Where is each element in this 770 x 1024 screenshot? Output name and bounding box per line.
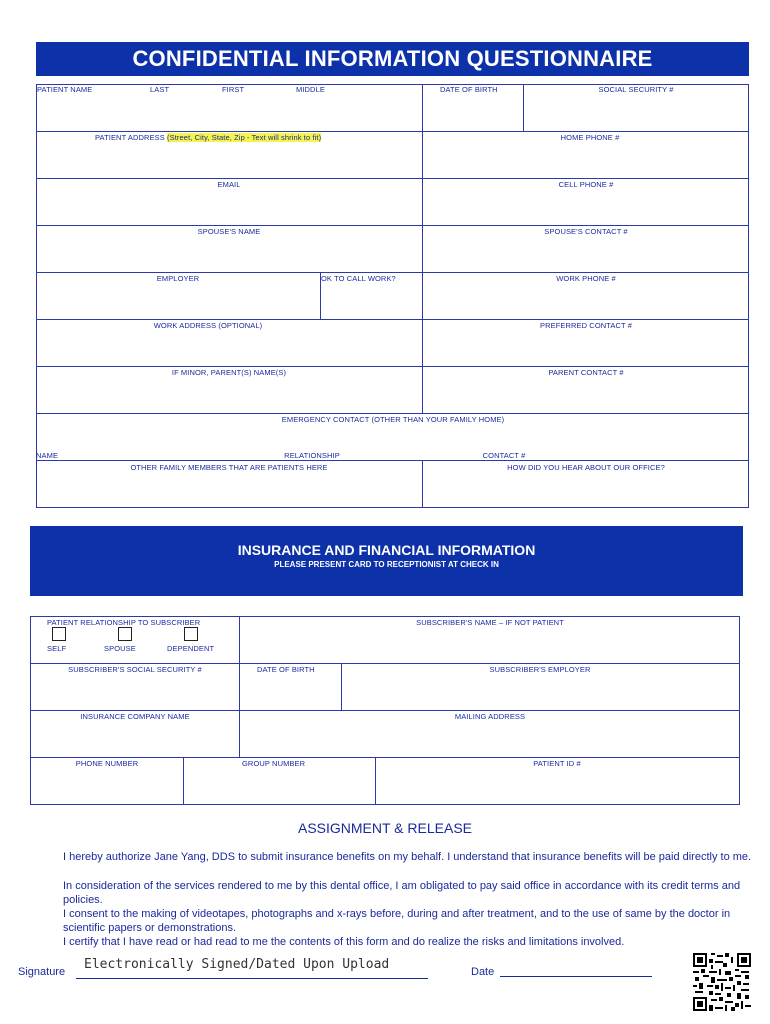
spouse-label: SPOUSE [104,644,136,653]
form-title: CONFIDENTIAL INFORMATION QUESTIONNAIRE [36,42,749,76]
address-hint: (Street, City, State, Zip - Text will shrink to fit) [167,133,322,142]
ssn-label: SOCIAL SECURITY # [598,85,674,94]
relationship-to-subscriber-label: PATIENT RELATIONSHIP TO SUBSCRIBER [47,618,201,627]
cell-phone-label: CELL PHONE # [558,180,614,189]
assignment-title: ASSIGNMENT & RELEASE [297,820,472,836]
middle-name-label: MIDDLE [296,85,325,94]
mailing-address-label: MAILING ADDRESS [454,712,526,721]
employer-label: EMPLOYER [156,274,200,283]
certification-paragraph: I certify that I have read or had read to me the contents of this form and do realize the risks and limitations involved. [63,936,625,948]
emergency-contact-number-label: CONTACT # [482,451,526,460]
parent-contact-label: PARENT CONTACT # [548,368,624,377]
parent-names-label: IF MINOR, PARENT(S) NAME(S) [171,368,287,377]
work-phone-label: WORK PHONE # [556,274,616,283]
patient-id-label: PATIENT ID # [533,759,581,768]
spouse-contact-label: SPOUSE'S CONTACT # [544,227,628,236]
self-label: SELF [47,644,67,653]
signature-label: Signature [18,966,66,978]
dob-label: DATE OF BIRTH [440,85,498,94]
date-line[interactable] [500,976,652,977]
first-name-label: FIRST [222,85,245,94]
last-name-label: LAST [150,85,170,94]
insurance-company-label: INSURANCE COMPANY NAME [80,712,190,721]
emergency-relationship-label: RELATIONSHIP [284,451,340,460]
signature-value[interactable]: Electronically Signed/Dated Upon Upload [84,957,390,972]
spouse-checkbox[interactable] [118,627,132,641]
ok-to-call-work-label: OK TO CALL WORK? [321,274,396,283]
preferred-contact-label: PREFERRED CONTACT # [539,321,633,330]
subscriber-name-label: SUBSCRIBER'S NAME – IF NOT PATIENT [416,618,564,627]
email-label: EMAIL [217,180,241,189]
dependent-checkbox[interactable] [184,627,198,641]
subscriber-employer-label: SUBSCRIBER'S EMPLOYER [489,665,591,674]
consent-paragraph: I consent to the making of videotapes, photographs and x-rays before, during and after treatment, and to the use of same by the doctor in scientific papers or demonstrations. [63,908,731,934]
qr-code-icon [693,953,751,1011]
address-label: PATIENT ADDRESS (Street, City, State, Zip - Text will shrink to fit) [95,133,322,142]
emergency-name-label: NAME [36,451,59,460]
dependent-label: DEPENDENT [167,644,215,653]
subscriber-dob-label: DATE OF BIRTH [257,665,315,674]
referral-source-label: HOW DID YOU HEAR ABOUT OUR OFFICE? [507,463,665,472]
insurance-title: INSURANCE AND FINANCIAL INFORMATION [237,542,536,558]
work-address-label: WORK ADDRESS (OPTIONAL) [153,321,263,330]
home-phone-label: HOME PHONE # [560,133,620,142]
insurance-banner [30,526,743,596]
payment-paragraph: In consideration of the services rendered to me by this dental office, I am obligated to pay said office in accordance with its credit terms and policies. [63,880,741,906]
emergency-contact-label: EMERGENCY CONTACT (OTHER THAN YOUR FAMILY HOME) [281,415,505,424]
insurance-subtitle: PLEASE PRESENT CARD TO RECEPTIONIST AT CHECK IN [274,560,499,569]
signature-line [76,978,428,979]
self-checkbox[interactable] [52,627,66,641]
other-family-label: OTHER FAMILY MEMBERS THAT ARE PATIENTS HERE [130,463,328,472]
authorization-paragraph: I hereby authorize Jane Yang, DDS to submit insurance benefits on my behalf. I understand that insurance benefits will be paid directly to me. [63,851,752,863]
group-number-label: GROUP NUMBER [242,759,306,768]
insurance-phone-label: PHONE NUMBER [75,759,139,768]
spouse-name-label: SPOUSE'S NAME [197,227,261,236]
patient-name-label: PATIENT NAME [37,85,93,94]
subscriber-ssn-label: SUBSCRIBER'S SOCIAL SECURITY # [68,665,202,674]
date-label: Date [471,966,495,978]
